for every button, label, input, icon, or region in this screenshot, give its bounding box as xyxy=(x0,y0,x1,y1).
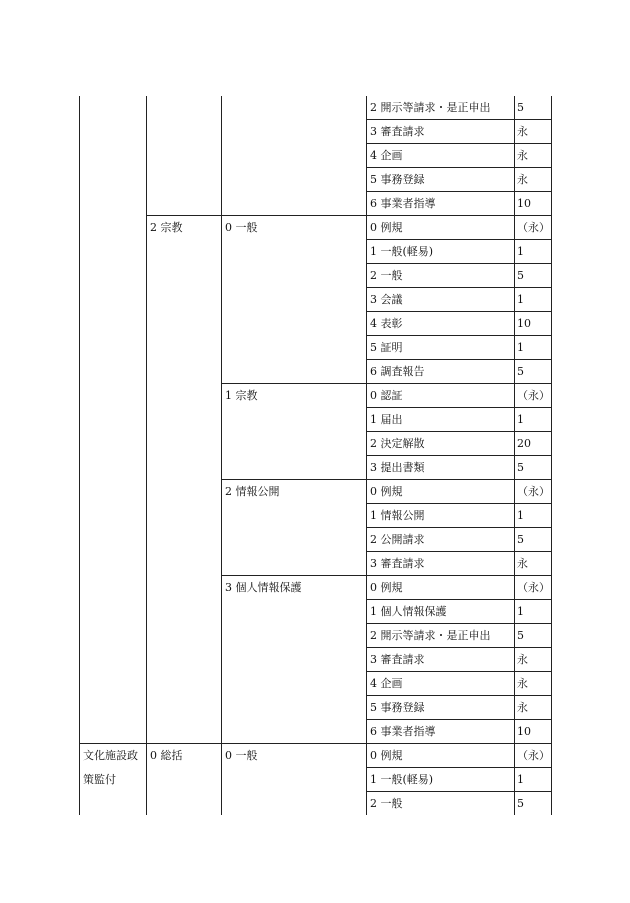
cell-sub-category: 0 例規 xyxy=(367,480,515,504)
table-row xyxy=(80,312,552,336)
cell-minor-category xyxy=(222,192,367,216)
cell-major-category xyxy=(80,120,147,144)
cell-minor-category xyxy=(222,240,367,264)
table-row xyxy=(80,144,552,168)
cell-sub-category: 4 表彰 xyxy=(367,312,515,336)
cell-sub-category: 2 決定解散 xyxy=(367,432,515,456)
cell-retention-years: 永 xyxy=(515,648,552,672)
cell-sub-category: 1 一般(軽易) xyxy=(367,768,515,792)
cell-minor-category xyxy=(222,96,367,120)
cell-middle-category xyxy=(147,672,222,696)
cell-major-category xyxy=(80,600,147,624)
cell-minor-category xyxy=(222,312,367,336)
table-row xyxy=(80,288,552,312)
cell-minor-category xyxy=(222,432,367,456)
cell-sub-category: 0 例規 xyxy=(367,576,515,600)
table-row xyxy=(80,744,552,768)
cell-major-category xyxy=(80,672,147,696)
cell-retention-years: 5 xyxy=(515,360,552,384)
cell-middle-category xyxy=(147,432,222,456)
table-row xyxy=(80,672,552,696)
cell-major-category xyxy=(80,432,147,456)
cell-retention-years: 1 xyxy=(515,408,552,432)
table-row xyxy=(80,552,552,576)
table-row xyxy=(80,264,552,288)
cell-major-category xyxy=(80,552,147,576)
cell-retention-years: 5 xyxy=(515,456,552,480)
cell-minor-category xyxy=(222,120,367,144)
cell-minor-category xyxy=(222,528,367,552)
cell-major-category xyxy=(80,216,147,240)
cell-minor-category xyxy=(222,552,367,576)
cell-retention-years: 10 xyxy=(515,720,552,744)
cell-middle-category xyxy=(147,240,222,264)
cell-retention-years: （永） xyxy=(515,744,552,768)
cell-middle-category xyxy=(147,192,222,216)
cell-minor-category xyxy=(222,504,367,528)
table-row xyxy=(80,624,552,648)
cell-retention-years: （永） xyxy=(515,480,552,504)
cell-middle-category xyxy=(147,120,222,144)
cell-retention-years: （永） xyxy=(515,216,552,240)
table-row xyxy=(80,96,552,120)
cell-major-category xyxy=(80,240,147,264)
cell-minor-category xyxy=(222,672,367,696)
cell-sub-category: 3 提出書類 xyxy=(367,456,515,480)
cell-major-category xyxy=(80,288,147,312)
cell-sub-category: 0 認証 xyxy=(367,384,515,408)
cell-sub-category: 2 公開請求 xyxy=(367,528,515,552)
table-row xyxy=(80,504,552,528)
cell-middle-category xyxy=(147,552,222,576)
cell-middle-category xyxy=(147,360,222,384)
cell-middle-category xyxy=(147,504,222,528)
cell-retention-years: 1 xyxy=(515,240,552,264)
table-row xyxy=(80,408,552,432)
cell-middle-category xyxy=(147,624,222,648)
cell-major-category xyxy=(80,336,147,360)
cell-retention-years: 10 xyxy=(515,192,552,216)
cell-minor-category: 0 一般 xyxy=(222,744,367,768)
table-row xyxy=(80,480,552,504)
cell-middle-category xyxy=(147,288,222,312)
cell-sub-category: 5 事務登録 xyxy=(367,168,515,192)
cell-minor-category xyxy=(222,408,367,432)
cell-middle-category xyxy=(147,456,222,480)
cell-sub-category: 2 一般 xyxy=(367,264,515,288)
cell-retention-years: 永 xyxy=(515,696,552,720)
cell-sub-category: 6 調査報告 xyxy=(367,360,515,384)
cell-sub-category: 3 会議 xyxy=(367,288,515,312)
cell-major-category xyxy=(80,264,147,288)
cell-major-category xyxy=(80,696,147,720)
cell-middle-category xyxy=(147,696,222,720)
cell-sub-category: 1 情報公開 xyxy=(367,504,515,528)
cell-sub-category: 2 開示等請求・是正申出 xyxy=(367,96,515,120)
cell-retention-years: 5 xyxy=(515,528,552,552)
cell-middle-category xyxy=(147,528,222,552)
cell-sub-category: 3 審査請求 xyxy=(367,120,515,144)
table-row xyxy=(80,528,552,552)
cell-major-category xyxy=(80,456,147,480)
cell-major-category xyxy=(80,192,147,216)
cell-sub-category: 0 例規 xyxy=(367,216,515,240)
cell-major-category xyxy=(80,624,147,648)
cell-minor-category xyxy=(222,144,367,168)
table-row xyxy=(80,168,552,192)
table-row xyxy=(80,696,552,720)
cell-retention-years: 1 xyxy=(515,504,552,528)
cell-retention-years: 20 xyxy=(515,432,552,456)
cell-major-category xyxy=(80,720,147,744)
cell-major-category xyxy=(80,384,147,408)
cell-middle-category xyxy=(147,264,222,288)
table-row xyxy=(80,720,552,744)
cell-minor-category: 1 宗教 xyxy=(222,384,367,408)
cell-middle-category: 2 宗教 xyxy=(147,216,222,240)
cell-minor-category xyxy=(222,696,367,720)
cell-middle-category xyxy=(147,648,222,672)
cell-retention-years: 1 xyxy=(515,600,552,624)
table-row xyxy=(80,768,552,792)
cell-sub-category: 6 事業者指導 xyxy=(367,720,515,744)
table-row xyxy=(80,360,552,384)
cell-major-category: 文化施設政策監付 xyxy=(80,744,147,816)
cell-minor-category xyxy=(222,456,367,480)
cell-sub-category: 4 企画 xyxy=(367,144,515,168)
cell-retention-years: 5 xyxy=(515,624,552,648)
cell-sub-category: 3 審査請求 xyxy=(367,648,515,672)
cell-retention-years: 5 xyxy=(515,96,552,120)
cell-retention-years: 永 xyxy=(515,168,552,192)
cell-major-category xyxy=(80,480,147,504)
table-row xyxy=(80,192,552,216)
cell-middle-category xyxy=(147,96,222,120)
cell-sub-category: 5 証明 xyxy=(367,336,515,360)
table-row xyxy=(80,600,552,624)
cell-sub-category: 1 届出 xyxy=(367,408,515,432)
cell-minor-category: 0 一般 xyxy=(222,216,367,240)
cell-middle-category xyxy=(147,384,222,408)
cell-retention-years: 永 xyxy=(515,552,552,576)
cell-major-category xyxy=(80,648,147,672)
cell-minor-category xyxy=(222,600,367,624)
cell-minor-category xyxy=(222,720,367,744)
cell-sub-category: 2 一般 xyxy=(367,792,515,816)
cell-sub-category: 4 企画 xyxy=(367,672,515,696)
cell-middle-category: 0 総括 xyxy=(147,744,222,768)
cell-retention-years: 1 xyxy=(515,768,552,792)
cell-major-category xyxy=(80,144,147,168)
cell-retention-years: （永） xyxy=(515,384,552,408)
retention-schedule-table xyxy=(79,96,552,815)
cell-middle-category xyxy=(147,720,222,744)
cell-minor-category xyxy=(222,360,367,384)
cell-minor-category xyxy=(222,264,367,288)
cell-sub-category: 5 事務登録 xyxy=(367,696,515,720)
cell-retention-years: 永 xyxy=(515,144,552,168)
table-row xyxy=(80,336,552,360)
table-row xyxy=(80,432,552,456)
cell-retention-years: 10 xyxy=(515,312,552,336)
cell-retention-years: 5 xyxy=(515,792,552,816)
cell-minor-category xyxy=(222,648,367,672)
cell-major-category xyxy=(80,504,147,528)
cell-minor-category xyxy=(222,288,367,312)
cell-major-category xyxy=(80,408,147,432)
cell-sub-category: 1 個人情報保護 xyxy=(367,600,515,624)
table-row xyxy=(80,240,552,264)
table-row xyxy=(80,216,552,240)
cell-sub-category: 6 事業者指導 xyxy=(367,192,515,216)
cell-minor-category xyxy=(222,768,367,792)
table-row xyxy=(80,120,552,144)
cell-middle-category xyxy=(147,168,222,192)
cell-major-category xyxy=(80,528,147,552)
cell-middle-category xyxy=(147,312,222,336)
cell-major-category xyxy=(80,312,147,336)
cell-middle-category xyxy=(147,480,222,504)
table-row xyxy=(80,384,552,408)
cell-minor-category xyxy=(222,336,367,360)
cell-middle-category xyxy=(147,408,222,432)
cell-retention-years: （永） xyxy=(515,576,552,600)
cell-middle-category xyxy=(147,792,222,816)
cell-minor-category xyxy=(222,168,367,192)
cell-retention-years: 永 xyxy=(515,672,552,696)
cell-major-category xyxy=(80,576,147,600)
table-body xyxy=(80,96,552,815)
cell-retention-years: 1 xyxy=(515,336,552,360)
cell-middle-category xyxy=(147,336,222,360)
cell-retention-years: 5 xyxy=(515,264,552,288)
table-row xyxy=(80,456,552,480)
table-row xyxy=(80,792,552,816)
cell-major-category xyxy=(80,360,147,384)
cell-sub-category: 0 例規 xyxy=(367,744,515,768)
cell-middle-category xyxy=(147,144,222,168)
cell-retention-years: 永 xyxy=(515,120,552,144)
cell-retention-years: 1 xyxy=(515,288,552,312)
cell-sub-category: 3 審査請求 xyxy=(367,552,515,576)
cell-minor-category: 2 情報公開 xyxy=(222,480,367,504)
cell-minor-category xyxy=(222,624,367,648)
table-row xyxy=(80,648,552,672)
cell-sub-category: 2 開示等請求・是正申出 xyxy=(367,624,515,648)
cell-major-category xyxy=(80,96,147,120)
cell-minor-category xyxy=(222,792,367,816)
cell-middle-category xyxy=(147,600,222,624)
cell-major-category xyxy=(80,168,147,192)
cell-sub-category: 1 一般(軽易) xyxy=(367,240,515,264)
cell-middle-category xyxy=(147,768,222,792)
cell-middle-category xyxy=(147,576,222,600)
table-row xyxy=(80,576,552,600)
cell-minor-category: 3 個人情報保護 xyxy=(222,576,367,600)
